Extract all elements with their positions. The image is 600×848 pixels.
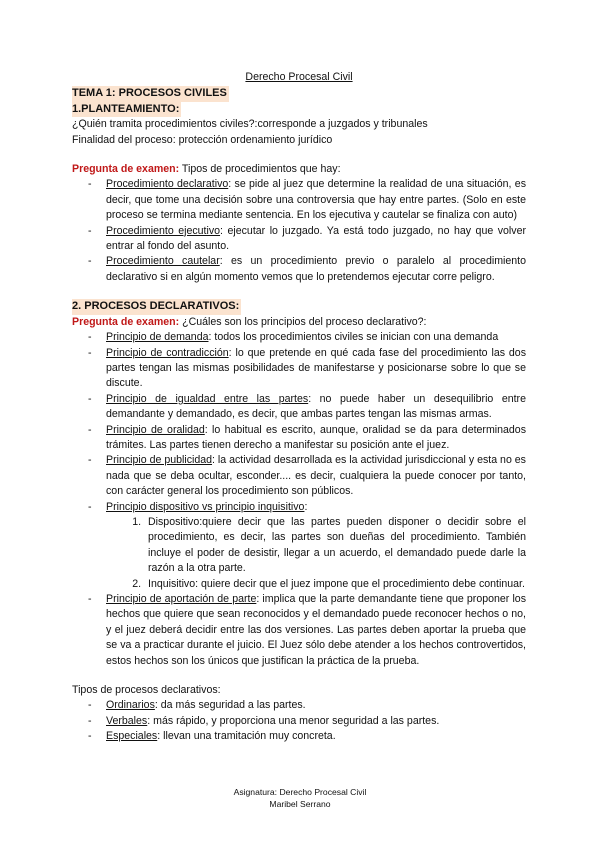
page-footer xyxy=(0,786,600,810)
spacer xyxy=(72,285,526,299)
list-item-term: Principio de demanda xyxy=(106,331,209,344)
exam-question-2 xyxy=(72,315,526,330)
document-body xyxy=(72,70,526,745)
tema-heading-text: TEMA 1: PROCESOS CIVILES xyxy=(72,86,229,101)
dispositive-inquisitive-list xyxy=(106,515,526,592)
list-item xyxy=(106,592,526,669)
list-item xyxy=(106,224,526,255)
intro-line: ¿Quién tramita procedimientos civiles?:corresponde a juzgados y tribunales xyxy=(72,118,428,131)
list-item-text: : implica que la parte demandante tiene que proponer los hechos que quiere que sean reconocidos y el demandado puede reconocer hechos o no, y el juez deberá decidir entre las dos versiones. Las partes deben aportar la prueba que se va a practicar durante el juicio. El Juez sólo debe atender a los hechos controvertidos, estos hechos son los únicos que justifican la práctica de la prueba. xyxy=(106,593,526,667)
list-item-term: Ordinarios xyxy=(106,699,155,712)
footer-author: Maribel Serrano xyxy=(269,799,331,809)
list-item xyxy=(106,453,526,499)
list-item-term: Procedimiento cautelar xyxy=(106,255,220,268)
list-item-text: : xyxy=(304,500,308,513)
list-item xyxy=(106,698,526,713)
list-item-term: Principio de contradicción xyxy=(106,346,229,359)
list-item-term: Procedimiento declarativo xyxy=(106,178,229,191)
list-item-text: : más rápido, y proporciona una menor seguridad a las partes. xyxy=(147,714,440,727)
list-item xyxy=(106,500,526,592)
list-item xyxy=(106,330,526,345)
list-item-text: : todos los procedimientos civiles se inician con una demanda xyxy=(208,331,499,344)
list-item-text: : da más seguridad a las partes. xyxy=(154,699,306,712)
tema-heading xyxy=(72,86,526,101)
spacer xyxy=(72,669,526,683)
numbered-item: 1. Dispositivo:quiere decir que las partes pueden disponer o decidir sobre el procedimiento, es decir, las partes son dueñas del procedimiento. También incluye el poder de desistir, llegar a un acuerdo, el demandado puede darle la razón a la otra parte. xyxy=(144,515,526,577)
list-item-term: Principio de igualdad entre las partes xyxy=(106,392,309,405)
list-item-text: : lo que pretende en qué cada fase del procedimiento las dos partes tengan las mismas posibilidades de manifestarse y posicionarse sobre lo que se discute. xyxy=(106,346,526,390)
declarative-types-list xyxy=(72,698,526,744)
section2-heading xyxy=(72,299,526,314)
intro-line: Finalidad del proceso: protección ordenamiento jurídico xyxy=(72,133,333,146)
exam-question-1 xyxy=(72,162,526,177)
exam-question-text: Tipos de procedimientos que hay: xyxy=(179,163,341,176)
list-item xyxy=(106,346,526,392)
principles-list xyxy=(72,330,526,669)
list-item-term: Principio de oralidad xyxy=(106,423,205,436)
list-item-text: : es un procedimiento previo o paralelo al procedimiento declarativo si en algún momento vemos que lo pretendemos ejecutar corre peligro. xyxy=(106,255,526,283)
list-item-term: Procedimiento ejecutivo xyxy=(106,224,221,237)
exam-label: Pregunta de examen: xyxy=(72,315,180,328)
exam-label: Pregunta de examen: xyxy=(72,163,180,176)
procedure-types-list xyxy=(72,177,526,285)
list-item xyxy=(106,714,526,729)
list-item-text: : ejecutar lo juzgado. Ya está todo juzgado, no hay que volver entrar al fondo del asunto. xyxy=(106,224,526,253)
list-item xyxy=(106,392,526,423)
list-item-term: Verbales xyxy=(106,714,148,727)
list-item xyxy=(106,423,526,454)
document-title: Derecho Procesal Civil xyxy=(245,71,353,83)
list-item-term: Especiales xyxy=(106,730,158,743)
spacer xyxy=(72,148,526,162)
section1-intro xyxy=(72,117,526,148)
section1-heading xyxy=(72,102,526,117)
list-item-term: Principio de aportación de parte xyxy=(106,593,257,605)
list-item-term: Principio dispositivo vs principio inquisitivo xyxy=(106,500,305,513)
numbered-item: 2. Inquisitivo: quiere decir que el juez impone que el procedimiento debe continuar. xyxy=(144,577,526,592)
section2-heading-text: 2. PROCESOS DECLARATIVOS: xyxy=(72,299,241,314)
list-item xyxy=(106,729,526,744)
types-intro: Tipos de procesos declarativos: xyxy=(72,684,221,697)
list-item-text: : la actividad desarrollada es la actividad jurisdiccional y esta no es nada que se deba ocultar, esconder.... es decir, cualquiera la puede conocer por tanto, con carácter general los procedimiento son públicos. xyxy=(106,454,526,498)
list-item xyxy=(106,254,526,285)
exam-question-text: ¿Cuáles son los principios del proceso declarativo?: xyxy=(179,315,427,328)
footer-subject: Asignatura: Derecho Procesal Civil xyxy=(233,787,367,797)
list-item-text: : llevan una tramitación muy concreta. xyxy=(157,730,336,743)
list-item-term: Principio de publicidad xyxy=(106,454,213,467)
list-item-text: : no puede haber un desequilibrio entre demandante y demandado, es decir, que ambas partes tengan las mismas armas. xyxy=(106,392,526,421)
list-item-text: : lo habitual es escrito, aunque, oralidad se da para determinados trámites. Las partes tienen derecho a manifestar su posición ante el juez. xyxy=(106,423,526,451)
list-item-text: : se pide al juez que determine la realidad de una situación, es decir, que tome una decisión sobre una controversia que hay entre partes. (Solo en este proceso se termina mediante sentencia. En los ejecutiva y cautelar se finaliza con auto) xyxy=(106,178,526,222)
section1-heading-text: 1.PLANTEAMIENTO: xyxy=(72,102,181,117)
list-item xyxy=(106,177,526,223)
